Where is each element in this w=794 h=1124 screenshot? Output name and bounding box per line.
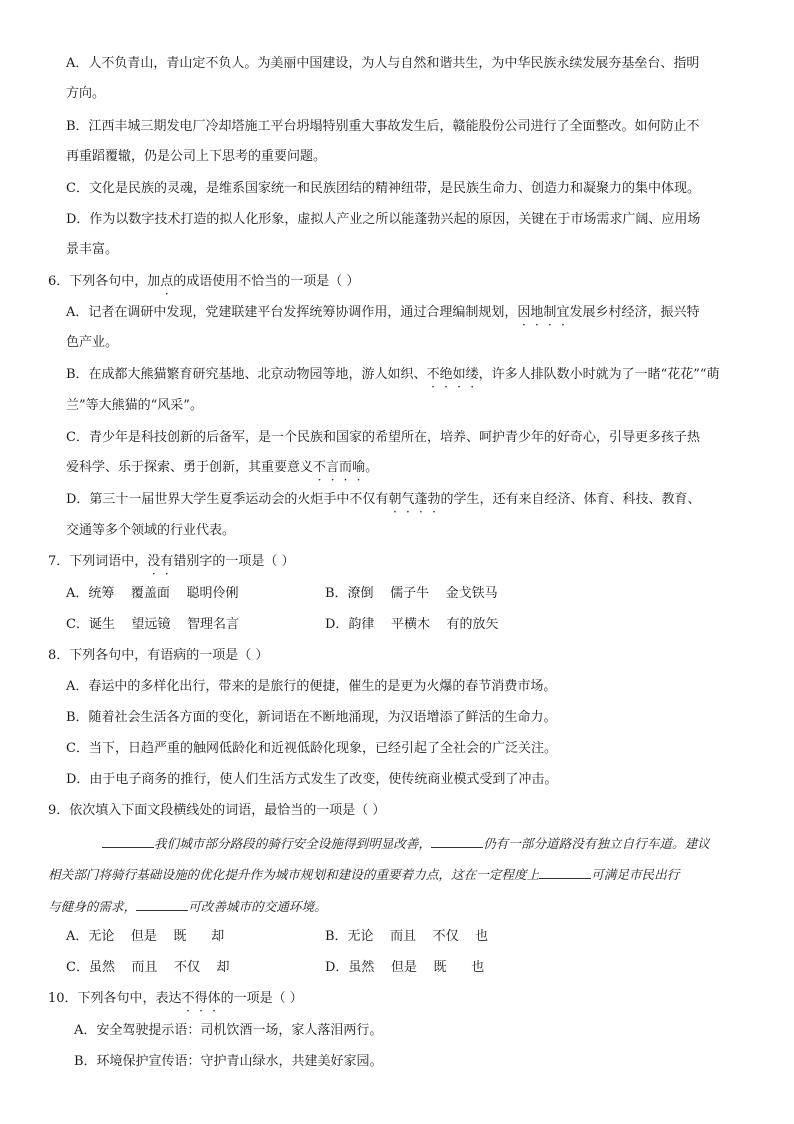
q8-option-d: D．由于电子商务的推行，使人们生活方式发生了改变，使传统商业模式受到了冲击。 — [66, 772, 558, 787]
q5-option-a-line2: 方向。 — [66, 86, 106, 101]
q7-option-a: A．统筹 覆盖面 聪明伶俐 — [66, 586, 239, 601]
q9-option-b: B．无论 而且 不仅 也 — [325, 929, 489, 944]
q6-stem: 6．下列各句中，加点的成语使用不恰当的一项是（ ） — [48, 274, 360, 289]
q5-option-b-line2: 再重蹈覆辙，仍是公司上下思考的重要问题。 — [66, 149, 327, 164]
q6-option-d-line1: D．第三十一届世界大学生夏季运动会的火炬手中不仅有朝气蓬勃的学生，还有来自经济、体育、科技、教育、 — [66, 492, 701, 507]
q6-option-c-line2: 爱科学、乐于探索、勇于创新，其重要意义不言而喻。 — [66, 460, 379, 475]
q5-option-b-line1: B．江西丰城三期发电厂冷却塔施工平台坍塌特别重大事故发生后，赣能股份公司进行了全面整改。如何防止不 — [66, 119, 700, 134]
q5-option-c: C．文化是民族的灵魂，是维系国家统一和民族团结的精神纽带，是民族生命力、创造力和凝聚力的集中体现。 — [66, 181, 700, 196]
q7-stem: 7．下列词语中，没有错别字的一项是（ ） — [48, 554, 295, 569]
q10-option-a: A．安全驾驶提示语：司机饮酒一场，家人落泪两行。 — [74, 1023, 383, 1038]
q8-option-a: A．春运中的多样化出行，带来的是旅行的便捷，催生的是更为火爆的春节消费市场。 — [66, 679, 557, 694]
q8-option-b: B．随着社会生活各方面的变化，新词语在不断地涌现，为汉语增添了鲜活的生命力。 — [66, 710, 557, 725]
q5-option-a-line1: A．人不负青山，青山定不负人。为美丽中国建设，为人与自然和谐共生，为中华民族永续发展夯基垒台、指明 — [66, 56, 700, 71]
q9-passage-line1: 我们城市部分路段的骑行安全设施得到明显改善， 仍有一部分道路没有独立自行车道。建议 — [102, 833, 710, 854]
q9-stem: 9．依次填入下面文段横线处的词语，最恰当的一项是（ ） — [48, 803, 386, 818]
q6-option-c-line1: C．青少年是科技创新的后备军，是一个民族和国家的希望所在，培养、呵护青少年的好奇心，引导更多孩子热 — [66, 430, 700, 445]
q9-option-c: C．虽然 而且 不仅 却 — [66, 960, 230, 975]
q6-option-a-line2: 色产业。 — [66, 335, 119, 350]
q5-option-d-line1: D．作为以数字技术打造的拟人化形象，虚拟人产业之所以能蓬勃兴起的原因，关键在于市场需求广阔、应用场 — [66, 212, 701, 227]
blank-3 — [539, 864, 591, 879]
q7-option-b: B．潦倒 儒子牛 金戈铁马 — [325, 586, 498, 601]
q8-option-c: C．当下，日趋严重的触网低龄化和近视低龄化现象，已经引起了全社会的广泛关注。 — [66, 741, 557, 756]
blank-1 — [102, 833, 154, 848]
q9-option-a: A．无论 但是 既 却 — [66, 929, 225, 944]
q5-option-d-line2: 景丰富。 — [66, 242, 119, 257]
blank-4 — [136, 896, 188, 911]
q9-passage-line3: 与健身的需求， 可改善城市的交通环境。 — [48, 896, 327, 917]
q9-passage-line2: 相关部门将骑行基础设施的优化提升作为城市规划和建设的重要着力点，这在一定程度上 可满足市民出行 — [48, 864, 679, 885]
q10-stem: 10．下列各句中，表达不得体的一项是（ ） — [48, 991, 303, 1006]
q6-option-b-line1: B．在成都大熊猫繁育研究基地、北京动物园等地，游人如织、不绝如缕，许多人排队数小时就为了一睹“花花”“萌 — [66, 367, 720, 382]
q9-option-d: D．虽然 但是 既 也 — [325, 960, 485, 975]
q8-stem: 8．下列各句中，有语病的一项是（ ） — [48, 648, 269, 663]
q7-option-c: C．诞生 望远镜 智理名言 — [66, 617, 240, 632]
q6-option-d-line2: 交通等多个领域的行业代表。 — [66, 523, 236, 538]
blank-2 — [431, 833, 483, 848]
q7-option-d: D．韵律 平横木 有的放矢 — [325, 617, 499, 632]
q10-option-b: B．环境保护宣传语：守护青山绿水，共建美好家园。 — [74, 1054, 383, 1069]
q6-option-b-line2: 兰”等大熊猫的“风采”。 — [66, 398, 203, 413]
q6-option-a-line1: A．记者在调研中发现，党建联建平台发挥统筹协调作用，通过合理编制规划，因地制宜发展乡村经济，振兴特 — [66, 305, 700, 320]
